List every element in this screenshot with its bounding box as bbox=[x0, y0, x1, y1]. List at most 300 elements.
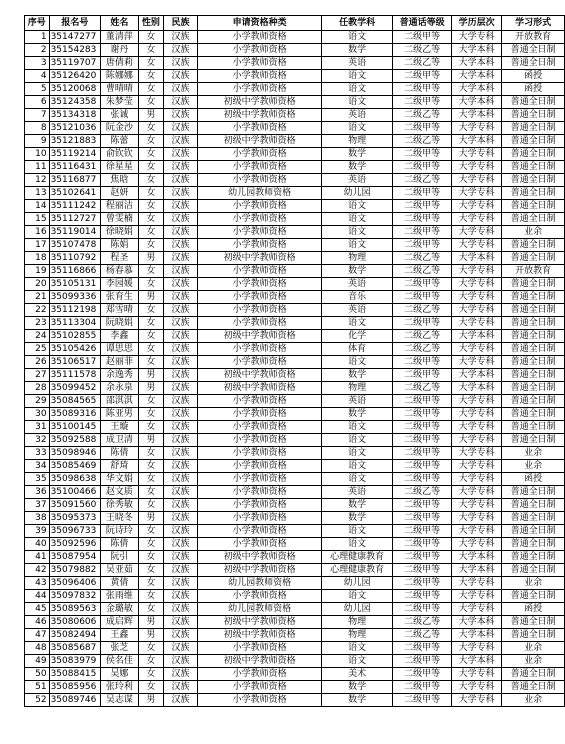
cell-index: 52 bbox=[25, 694, 50, 707]
cell-gender: 女 bbox=[138, 655, 164, 668]
cell-mandarin-level: 二级甲等 bbox=[393, 603, 452, 616]
table-row bbox=[25, 694, 565, 707]
cell-subject: 语文 bbox=[322, 538, 393, 551]
cell-education-level: 大学专科 bbox=[452, 538, 502, 551]
cell-name: 陈倩 bbox=[101, 447, 138, 460]
table-row bbox=[25, 44, 565, 57]
cell-education-level: 大学专科 bbox=[452, 304, 502, 317]
cell-registration-number: 35105426 bbox=[49, 343, 101, 356]
cell-index: 19 bbox=[25, 265, 50, 278]
cell-gender: 女 bbox=[138, 577, 164, 590]
header-name: 姓名 bbox=[101, 16, 138, 31]
cell-name: 陈亚男 bbox=[101, 408, 138, 421]
cell-education-level: 大学专科 bbox=[452, 473, 502, 486]
cell-mandarin-level: 二级甲等 bbox=[393, 395, 452, 408]
cell-subject: 语文 bbox=[322, 447, 393, 460]
cell-ethnicity: 汉族 bbox=[164, 434, 198, 447]
table-row bbox=[25, 486, 565, 499]
table-row bbox=[25, 330, 565, 343]
cell-education-level: 大学本科 bbox=[452, 57, 502, 70]
cell-subject: 数学 bbox=[322, 499, 393, 512]
cell-study-mode: 业余 bbox=[502, 642, 565, 655]
cell-name: 陈娟 bbox=[101, 239, 138, 252]
cell-qualification-type: 初级中学教师资格 bbox=[198, 382, 322, 395]
table-row bbox=[25, 174, 565, 187]
cell-gender: 女 bbox=[138, 525, 164, 538]
cell-education-level: 大学专科 bbox=[452, 694, 502, 707]
cell-study-mode: 普通全日制 bbox=[502, 421, 565, 434]
cell-subject: 美术 bbox=[322, 668, 393, 681]
cell-ethnicity: 汉族 bbox=[164, 317, 198, 330]
cell-education-level: 大学本科 bbox=[452, 83, 502, 96]
cell-name: 程丽洁 bbox=[101, 200, 138, 213]
cell-mandarin-level: 二级甲等 bbox=[393, 681, 452, 694]
cell-name: 徐晓娟 bbox=[101, 226, 138, 239]
table-row bbox=[25, 577, 565, 590]
cell-subject: 英语 bbox=[322, 395, 393, 408]
cell-gender: 男 bbox=[138, 252, 164, 265]
cell-qualification-type: 小学教师资格 bbox=[198, 44, 322, 57]
cell-study-mode: 函授 bbox=[502, 83, 565, 96]
cell-name: 谭思思 bbox=[101, 343, 138, 356]
cell-ethnicity: 汉族 bbox=[164, 525, 198, 538]
cell-name: 阮晓娟 bbox=[101, 317, 138, 330]
table-row bbox=[25, 603, 565, 616]
cell-name: 张诚 bbox=[101, 109, 138, 122]
table-row bbox=[25, 31, 565, 44]
cell-index: 36 bbox=[25, 486, 50, 499]
cell-registration-number: 35105131 bbox=[49, 278, 101, 291]
cell-study-mode: 普通全日制 bbox=[502, 369, 565, 382]
cell-index: 31 bbox=[25, 421, 50, 434]
cell-study-mode: 普通全日制 bbox=[502, 538, 565, 551]
cell-study-mode: 普通全日制 bbox=[502, 590, 565, 603]
cell-index: 10 bbox=[25, 148, 50, 161]
cell-index: 33 bbox=[25, 447, 50, 460]
cell-education-level: 大学本科 bbox=[452, 382, 502, 395]
cell-index: 43 bbox=[25, 577, 50, 590]
cell-index: 32 bbox=[25, 434, 50, 447]
cell-education-level: 大学专科 bbox=[452, 642, 502, 655]
cell-ethnicity: 汉族 bbox=[164, 538, 198, 551]
table-row bbox=[25, 642, 565, 655]
cell-study-mode: 普通全日制 bbox=[502, 629, 565, 642]
cell-study-mode: 普通全日制 bbox=[502, 395, 565, 408]
cell-mandarin-level: 二级甲等 bbox=[393, 564, 452, 577]
cell-gender: 女 bbox=[138, 70, 164, 83]
cell-education-level: 大学本科 bbox=[452, 109, 502, 122]
cell-index: 27 bbox=[25, 369, 50, 382]
cell-mandarin-level: 二级甲等 bbox=[393, 200, 452, 213]
cell-study-mode: 普通全日制 bbox=[502, 499, 565, 512]
cell-registration-number: 35119707 bbox=[49, 57, 101, 70]
cell-mandarin-level: 二级甲等 bbox=[393, 512, 452, 525]
cell-mandarin-level: 二级甲等 bbox=[393, 668, 452, 681]
cell-index: 21 bbox=[25, 291, 50, 304]
cell-qualification-type: 小学教师资格 bbox=[198, 395, 322, 408]
cell-mandarin-level: 二级甲等 bbox=[393, 369, 452, 382]
cell-ethnicity: 汉族 bbox=[164, 486, 198, 499]
cell-name: 俞钦钦 bbox=[101, 148, 138, 161]
cell-subject: 语文 bbox=[322, 642, 393, 655]
cell-mandarin-level: 二级甲等 bbox=[393, 83, 452, 96]
cell-index: 30 bbox=[25, 408, 50, 421]
cell-subject: 语文 bbox=[322, 200, 393, 213]
cell-study-mode: 普通全日制 bbox=[502, 382, 565, 395]
cell-index: 34 bbox=[25, 460, 50, 473]
cell-index: 6 bbox=[25, 96, 50, 109]
cell-name: 张玲利 bbox=[101, 681, 138, 694]
cell-mandarin-level: 二级甲等 bbox=[393, 551, 452, 564]
cell-mandarin-level: 二级乙等 bbox=[393, 109, 452, 122]
cell-education-level: 大学专科 bbox=[452, 148, 502, 161]
cell-education-level: 大学本科 bbox=[452, 655, 502, 668]
cell-education-level: 大学本科 bbox=[452, 369, 502, 382]
cell-name: 谢丹 bbox=[101, 44, 138, 57]
cell-qualification-type: 初级中学教师资格 bbox=[198, 96, 322, 109]
cell-index: 35 bbox=[25, 473, 50, 486]
cell-index: 23 bbox=[25, 317, 50, 330]
cell-gender: 女 bbox=[138, 96, 164, 109]
cell-qualification-type: 小学教师资格 bbox=[198, 460, 322, 473]
cell-gender: 女 bbox=[138, 122, 164, 135]
cell-name: 陈倩 bbox=[101, 538, 138, 551]
cell-gender: 女 bbox=[138, 278, 164, 291]
header-education-level: 学历层次 bbox=[452, 16, 502, 31]
table-row bbox=[25, 265, 565, 278]
cell-education-level: 大学本科 bbox=[452, 96, 502, 109]
cell-mandarin-level: 二级甲等 bbox=[393, 226, 452, 239]
cell-subject: 英语 bbox=[322, 278, 393, 291]
cell-study-mode: 业余 bbox=[502, 460, 565, 473]
cell-registration-number: 35116877 bbox=[49, 174, 101, 187]
cell-index: 48 bbox=[25, 642, 50, 655]
cell-gender: 女 bbox=[138, 486, 164, 499]
cell-study-mode: 普通全日制 bbox=[502, 616, 565, 629]
cell-index: 40 bbox=[25, 538, 50, 551]
table-row bbox=[25, 473, 565, 486]
cell-name: 阮引 bbox=[101, 551, 138, 564]
cell-index: 38 bbox=[25, 512, 50, 525]
cell-education-level: 大学专科 bbox=[452, 343, 502, 356]
cell-registration-number: 35100466 bbox=[49, 486, 101, 499]
table-row bbox=[25, 291, 565, 304]
cell-subject: 数学 bbox=[322, 694, 393, 707]
cell-registration-number: 35085687 bbox=[49, 642, 101, 655]
table-row bbox=[25, 57, 565, 70]
cell-study-mode: 业余 bbox=[502, 447, 565, 460]
cell-subject: 语文 bbox=[322, 226, 393, 239]
cell-registration-number: 35120068 bbox=[49, 83, 101, 96]
cell-mandarin-level: 二级乙等 bbox=[393, 382, 452, 395]
cell-gender: 男 bbox=[138, 512, 164, 525]
cell-education-level: 大学本科 bbox=[452, 564, 502, 577]
cell-qualification-type: 小学教师资格 bbox=[198, 70, 322, 83]
cell-study-mode: 普通全日制 bbox=[502, 57, 565, 70]
cell-registration-number: 35154283 bbox=[49, 44, 101, 57]
cell-index: 14 bbox=[25, 200, 50, 213]
cell-index: 39 bbox=[25, 525, 50, 538]
cell-education-level: 大学专科 bbox=[452, 460, 502, 473]
cell-mandarin-level: 二级甲等 bbox=[393, 161, 452, 174]
cell-qualification-type: 初级中学教师资格 bbox=[198, 330, 322, 343]
cell-ethnicity: 汉族 bbox=[164, 200, 198, 213]
cell-education-level: 大学本科 bbox=[452, 70, 502, 83]
cell-mandarin-level: 二级甲等 bbox=[393, 239, 452, 252]
cell-study-mode: 函授 bbox=[502, 70, 565, 83]
cell-ethnicity: 汉族 bbox=[164, 135, 198, 148]
cell-subject: 体育 bbox=[322, 343, 393, 356]
cell-qualification-type: 小学教师资格 bbox=[198, 499, 322, 512]
cell-education-level: 大学专科 bbox=[452, 603, 502, 616]
table-row bbox=[25, 499, 565, 512]
cell-education-level: 大学专科 bbox=[452, 590, 502, 603]
table-row bbox=[25, 239, 565, 252]
cell-registration-number: 35092596 bbox=[49, 538, 101, 551]
cell-qualification-type: 小学教师资格 bbox=[198, 343, 322, 356]
cell-ethnicity: 汉族 bbox=[164, 330, 198, 343]
cell-gender: 男 bbox=[138, 369, 164, 382]
cell-name: 赵妍 bbox=[101, 187, 138, 200]
cell-qualification-type: 小学教师资格 bbox=[198, 57, 322, 70]
cell-ethnicity: 汉族 bbox=[164, 681, 198, 694]
cell-education-level: 大学专科 bbox=[452, 213, 502, 226]
cell-ethnicity: 汉族 bbox=[164, 83, 198, 96]
cell-qualification-type: 小学教师资格 bbox=[198, 200, 322, 213]
cell-education-level: 大学本科 bbox=[452, 252, 502, 265]
cell-study-mode: 开放教育 bbox=[502, 31, 565, 44]
table-row bbox=[25, 525, 565, 538]
header-mandarin-level: 普通话等级 bbox=[393, 16, 452, 31]
cell-registration-number: 35134318 bbox=[49, 109, 101, 122]
cell-subject: 物理 bbox=[322, 616, 393, 629]
cell-qualification-type: 初级中学教师资格 bbox=[198, 655, 322, 668]
cell-gender: 男 bbox=[138, 629, 164, 642]
cell-mandarin-level: 二级甲等 bbox=[393, 525, 452, 538]
cell-name: 吴志谋 bbox=[101, 694, 138, 707]
table-row bbox=[25, 369, 565, 382]
cell-qualification-type: 小学教师资格 bbox=[198, 473, 322, 486]
cell-registration-number: 35106517 bbox=[49, 356, 101, 369]
cell-gender: 女 bbox=[138, 200, 164, 213]
cell-ethnicity: 汉族 bbox=[164, 265, 198, 278]
cell-ethnicity: 汉族 bbox=[164, 369, 198, 382]
cell-subject: 语文 bbox=[322, 122, 393, 135]
cell-qualification-type: 小学教师资格 bbox=[198, 148, 322, 161]
cell-gender: 女 bbox=[138, 668, 164, 681]
cell-ethnicity: 汉族 bbox=[164, 408, 198, 421]
cell-registration-number: 35111578 bbox=[49, 369, 101, 382]
cell-ethnicity: 汉族 bbox=[164, 187, 198, 200]
cell-gender: 女 bbox=[138, 317, 164, 330]
cell-gender: 女 bbox=[138, 603, 164, 616]
cell-gender: 男 bbox=[138, 109, 164, 122]
cell-study-mode: 普通全日制 bbox=[502, 408, 565, 421]
cell-qualification-type: 小学教师资格 bbox=[198, 304, 322, 317]
cell-index: 28 bbox=[25, 382, 50, 395]
table-row bbox=[25, 343, 565, 356]
cell-subject: 幼儿园 bbox=[322, 603, 393, 616]
cell-gender: 女 bbox=[138, 226, 164, 239]
cell-mandarin-level: 二级甲等 bbox=[393, 31, 452, 44]
cell-mandarin-level: 二级甲等 bbox=[393, 434, 452, 447]
cell-study-mode: 普通全日制 bbox=[502, 564, 565, 577]
cell-name: 王璇 bbox=[101, 421, 138, 434]
table-row bbox=[25, 252, 565, 265]
cell-name: 华文娟 bbox=[101, 473, 138, 486]
cell-index: 37 bbox=[25, 499, 50, 512]
cell-education-level: 大学本科 bbox=[452, 616, 502, 629]
cell-study-mode: 普通全日制 bbox=[502, 200, 565, 213]
cell-index: 22 bbox=[25, 304, 50, 317]
table-row bbox=[25, 226, 565, 239]
cell-education-level: 大学本科 bbox=[452, 330, 502, 343]
cell-index: 8 bbox=[25, 122, 50, 135]
cell-mandarin-level: 二级甲等 bbox=[393, 447, 452, 460]
cell-name: 张雨维 bbox=[101, 590, 138, 603]
cell-registration-number: 35116866 bbox=[49, 265, 101, 278]
cell-registration-number: 35126420 bbox=[49, 70, 101, 83]
cell-subject: 英语 bbox=[322, 109, 393, 122]
cell-ethnicity: 汉族 bbox=[164, 460, 198, 473]
table-row bbox=[25, 460, 565, 473]
cell-education-level: 大学专科 bbox=[452, 122, 502, 135]
cell-ethnicity: 汉族 bbox=[164, 174, 198, 187]
cell-qualification-type: 幼儿园教师资格 bbox=[198, 187, 322, 200]
cell-education-level: 大学专科 bbox=[452, 187, 502, 200]
cell-gender: 女 bbox=[138, 213, 164, 226]
header-index: 序号 bbox=[25, 16, 50, 31]
cell-ethnicity: 汉族 bbox=[164, 213, 198, 226]
cell-study-mode: 普通全日制 bbox=[502, 278, 565, 291]
cell-ethnicity: 汉族 bbox=[164, 356, 198, 369]
cell-registration-number: 35096406 bbox=[49, 577, 101, 590]
cell-mandarin-level: 二级甲等 bbox=[393, 122, 452, 135]
cell-subject: 语文 bbox=[322, 356, 393, 369]
cell-subject: 语文 bbox=[322, 213, 393, 226]
cell-study-mode: 普通全日制 bbox=[502, 304, 565, 317]
cell-subject: 物理 bbox=[322, 382, 393, 395]
table-row bbox=[25, 187, 565, 200]
cell-study-mode: 普通全日制 bbox=[502, 525, 565, 538]
cell-study-mode: 业余 bbox=[502, 577, 565, 590]
table-row bbox=[25, 122, 565, 135]
cell-education-level: 大学本科 bbox=[452, 551, 502, 564]
table-row bbox=[25, 213, 565, 226]
cell-name: 阮诗玲 bbox=[101, 525, 138, 538]
table-row bbox=[25, 317, 565, 330]
cell-registration-number: 35098946 bbox=[49, 447, 101, 460]
cell-ethnicity: 汉族 bbox=[164, 642, 198, 655]
cell-education-level: 大学专科 bbox=[452, 577, 502, 590]
table-row bbox=[25, 278, 565, 291]
cell-study-mode: 普通全日制 bbox=[502, 44, 565, 57]
cell-gender: 女 bbox=[138, 681, 164, 694]
cell-index: 47 bbox=[25, 629, 50, 642]
cell-subject: 语文 bbox=[322, 70, 393, 83]
cell-qualification-type: 初级中学教师资格 bbox=[198, 564, 322, 577]
cell-gender: 女 bbox=[138, 590, 164, 603]
cell-ethnicity: 汉族 bbox=[164, 499, 198, 512]
cell-gender: 女 bbox=[138, 343, 164, 356]
cell-qualification-type: 小学教师资格 bbox=[198, 122, 322, 135]
table-row bbox=[25, 616, 565, 629]
cell-index: 18 bbox=[25, 252, 50, 265]
cell-index: 1 bbox=[25, 31, 50, 44]
cell-index: 16 bbox=[25, 226, 50, 239]
cell-study-mode: 普通全日制 bbox=[502, 135, 565, 148]
cell-gender: 女 bbox=[138, 421, 164, 434]
cell-subject: 数学 bbox=[322, 408, 393, 421]
cell-ethnicity: 汉族 bbox=[164, 395, 198, 408]
cell-education-level: 大学专科 bbox=[452, 395, 502, 408]
cell-gender: 女 bbox=[138, 265, 164, 278]
cell-name: 黄倩 bbox=[101, 577, 138, 590]
cell-mandarin-level: 二级乙等 bbox=[393, 57, 452, 70]
cell-mandarin-level: 二级甲等 bbox=[393, 291, 452, 304]
cell-name: 杨春慕 bbox=[101, 265, 138, 278]
cell-registration-number: 35099336 bbox=[49, 291, 101, 304]
table-row bbox=[25, 655, 565, 668]
cell-registration-number: 35088415 bbox=[49, 668, 101, 681]
cell-qualification-type: 小学教师资格 bbox=[198, 525, 322, 538]
cell-ethnicity: 汉族 bbox=[164, 252, 198, 265]
cell-index: 25 bbox=[25, 343, 50, 356]
cell-subject: 英语 bbox=[322, 57, 393, 70]
cell-registration-number: 35089316 bbox=[49, 408, 101, 421]
cell-qualification-type: 小学教师资格 bbox=[198, 681, 322, 694]
cell-name: 余永泉 bbox=[101, 382, 138, 395]
cell-ethnicity: 汉族 bbox=[164, 447, 198, 460]
cell-subject: 化学 bbox=[322, 330, 393, 343]
table-row bbox=[25, 395, 565, 408]
cell-subject: 物理 bbox=[322, 135, 393, 148]
cell-subject: 心理健康教育 bbox=[322, 564, 393, 577]
cell-qualification-type: 小学教师资格 bbox=[198, 408, 322, 421]
table-row bbox=[25, 70, 565, 83]
cell-registration-number: 35111242 bbox=[49, 200, 101, 213]
cell-registration-number: 35147277 bbox=[49, 31, 101, 44]
cell-subject: 语文 bbox=[322, 473, 393, 486]
table-row bbox=[25, 590, 565, 603]
cell-qualification-type: 小学教师资格 bbox=[198, 447, 322, 460]
cell-subject: 数学 bbox=[322, 369, 393, 382]
cell-name: 李鑫 bbox=[101, 330, 138, 343]
cell-education-level: 大学专科 bbox=[452, 486, 502, 499]
cell-registration-number: 35119214 bbox=[49, 148, 101, 161]
cell-index: 50 bbox=[25, 668, 50, 681]
cell-qualification-type: 小学教师资格 bbox=[198, 226, 322, 239]
cell-ethnicity: 汉族 bbox=[164, 70, 198, 83]
cell-gender: 男 bbox=[138, 434, 164, 447]
table-row bbox=[25, 96, 565, 109]
cell-ethnicity: 汉族 bbox=[164, 226, 198, 239]
table-row bbox=[25, 148, 565, 161]
cell-subject: 数学 bbox=[322, 681, 393, 694]
cell-registration-number: 35112727 bbox=[49, 213, 101, 226]
cell-index: 29 bbox=[25, 395, 50, 408]
cell-subject: 语文 bbox=[322, 83, 393, 96]
cell-qualification-type: 初级中学教师资格 bbox=[198, 629, 322, 642]
cell-gender: 女 bbox=[138, 31, 164, 44]
cell-education-level: 大学专科 bbox=[452, 668, 502, 681]
cell-qualification-type: 小学教师资格 bbox=[198, 590, 322, 603]
cell-name: 赵文质 bbox=[101, 486, 138, 499]
cell-ethnicity: 汉族 bbox=[164, 122, 198, 135]
cell-registration-number: 35089746 bbox=[49, 694, 101, 707]
cell-ethnicity: 汉族 bbox=[164, 564, 198, 577]
cell-ethnicity: 汉族 bbox=[164, 473, 198, 486]
